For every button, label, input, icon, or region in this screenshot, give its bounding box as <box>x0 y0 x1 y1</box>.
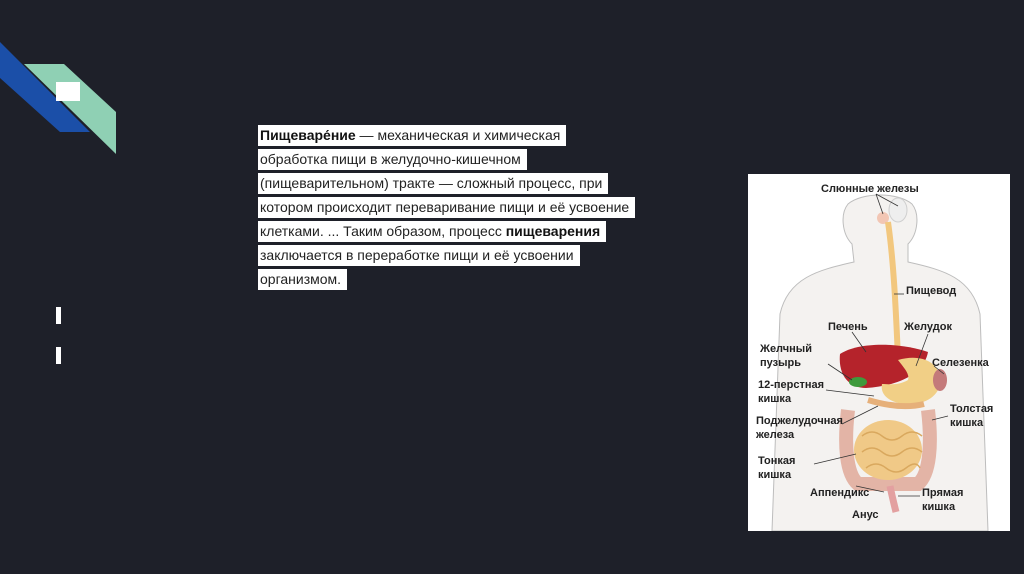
definition-line-1 <box>258 123 728 147</box>
definition-line-2-text: обработка пищи в желудочно-кишечном <box>258 149 527 170</box>
label-gallbladder-2: пузырь <box>760 357 801 369</box>
definition-text <box>258 123 728 291</box>
label-gallbladder-1: Желчный <box>760 343 812 355</box>
bullet-bar-1 <box>56 307 61 324</box>
definition-line-7-text: организмом. <box>258 269 347 290</box>
definition-line-3 <box>258 171 728 195</box>
label-liver: Печень <box>828 321 868 333</box>
definition-line-7 <box>258 267 728 291</box>
label-duodenum-2: кишка <box>758 393 792 405</box>
label-spleen: Селезенка <box>932 357 989 369</box>
definition-line-6 <box>258 243 728 267</box>
label-small-intestine-2: кишка <box>758 469 792 481</box>
white-square-mark <box>56 82 80 101</box>
label-rectum-2: кишка <box>922 501 956 513</box>
label-colon-1: Толстая <box>950 403 994 415</box>
label-rectum-1: Прямая <box>922 487 964 499</box>
definition-line-2 <box>258 147 728 171</box>
corner-ribbon-decoration <box>0 0 130 170</box>
label-esophagus: Пищевод <box>906 285 957 297</box>
definition-line-6-text: заключается в переработке пищи и её усвоении <box>258 245 580 266</box>
gallbladder <box>849 377 867 387</box>
definition-line-5-text: клетками. ... Таким образом, процесс <box>260 223 506 239</box>
definition-line-1-rest: — механическая и химическая <box>355 127 561 143</box>
spleen <box>933 369 947 391</box>
definition-line-4 <box>258 195 728 219</box>
definition-line-3-text: (пищеварительном) тракте — сложный процесс, при <box>258 173 608 194</box>
term-digestion-genitive: пищеварения <box>505 223 601 239</box>
term-digestion: Пищеваре́ние <box>260 127 356 143</box>
label-pancreas-2: железа <box>756 429 795 441</box>
label-salivary: Слюнные железы <box>821 183 919 195</box>
label-stomach: Желудок <box>904 321 952 333</box>
label-duodenum-1: 12-перстная <box>758 379 825 391</box>
bullet-bar-2 <box>56 347 61 364</box>
digestive-system-figure <box>748 174 1010 531</box>
label-pancreas-1: Поджелудочная <box>756 415 843 427</box>
digestive-system-illustration <box>748 174 1010 531</box>
label-colon-2: кишка <box>950 417 984 429</box>
definition-line-4-text: котором происходит переваривание пищи и её усвоение <box>258 197 635 218</box>
label-anus: Анус <box>852 509 879 521</box>
definition-line-5 <box>258 219 728 243</box>
label-appendix: Аппендикс <box>810 487 870 499</box>
ear <box>889 198 907 222</box>
label-small-intestine-1: Тонкая <box>758 455 796 467</box>
